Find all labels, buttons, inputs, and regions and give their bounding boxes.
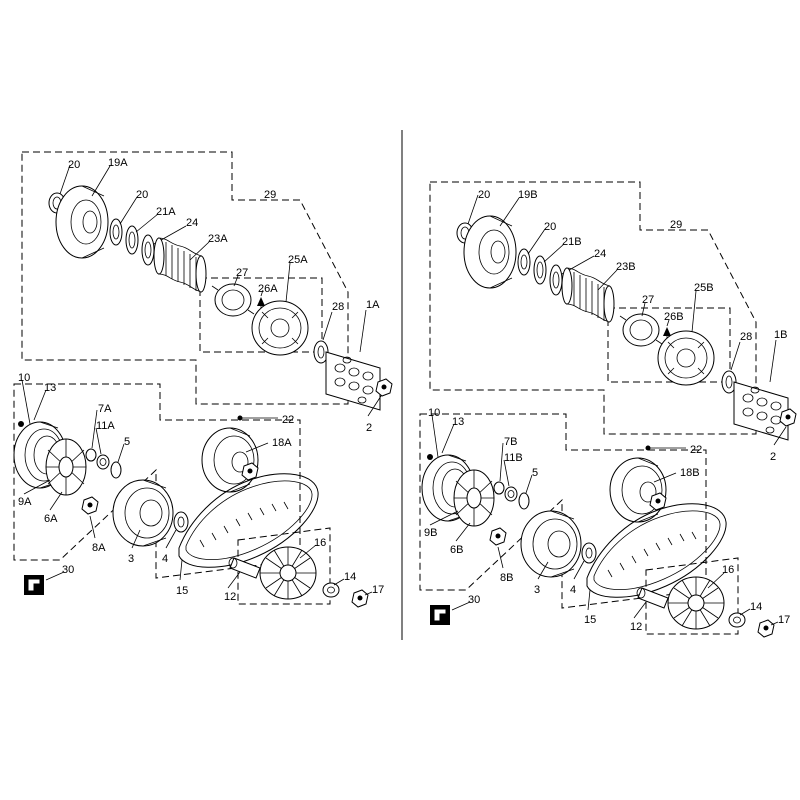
left-part-2-nut — [376, 379, 392, 396]
right-part-27-seal — [623, 314, 659, 346]
left-part-21A-collar — [126, 226, 138, 254]
right-part-20-washer-2 — [518, 249, 530, 275]
label-5-r: 5 — [532, 467, 539, 479]
label-23A: 23A — [208, 233, 228, 245]
right-part-11B — [505, 487, 517, 501]
label-19A: 19A — [108, 157, 128, 169]
left-part-1A-ramp-plate — [326, 352, 380, 410]
label-20b-r: 20 — [544, 221, 557, 233]
label-27: 27 — [236, 267, 249, 279]
label-15-r: 15 — [584, 614, 597, 626]
right-part-8B-nut — [490, 528, 506, 545]
right-part-2-nut — [780, 409, 796, 426]
label-23B: 23B — [616, 261, 636, 273]
right-assembly — [420, 182, 796, 637]
label-1B: 1B — [774, 329, 788, 341]
right-part-1B-ramp-plate — [734, 382, 788, 440]
label-6B: 6B — [450, 544, 464, 556]
label-21A: 21A — [156, 206, 176, 218]
left-part-26A-arrow — [257, 297, 265, 306]
label-6A: 6A — [44, 513, 58, 525]
left-part-5 — [111, 462, 121, 478]
label-28: 28 — [332, 301, 345, 313]
label-13-r: 13 — [452, 416, 465, 428]
label-17: 17 — [372, 584, 385, 596]
label-24-r: 24 — [594, 248, 607, 260]
left-part-6A-clutch-fan — [46, 439, 86, 495]
label-7B: 7B — [504, 436, 518, 448]
right-part-5 — [519, 493, 529, 509]
right-part-26B-arrow — [663, 327, 671, 336]
label-14-r: 14 — [750, 601, 763, 613]
label-4: 4 — [162, 553, 169, 565]
label-9A: 9A — [18, 496, 32, 508]
right-part-13-dot — [427, 454, 433, 460]
left-part-30-tool-icon — [24, 575, 44, 595]
left-part-13-dot — [18, 421, 24, 427]
label-2-r: 2 — [770, 451, 777, 463]
label-17-r: 17 — [778, 614, 791, 626]
label-24: 24 — [186, 217, 199, 229]
right-part-16-ramp-plate — [668, 577, 724, 629]
label-2: 2 — [366, 422, 373, 434]
left-part-20-washer-2 — [110, 219, 122, 245]
right-part-18B-clutch-bell — [610, 458, 666, 522]
left-part-23A-spring — [154, 238, 206, 292]
left-part-22-dot — [238, 416, 243, 421]
left-part-11A — [97, 455, 109, 469]
right-part-24-spacer — [550, 265, 562, 295]
right-part-23B-spring — [562, 268, 614, 322]
label-21B: 21B — [562, 236, 582, 248]
label-12-r: 12 — [630, 621, 643, 633]
label-25B: 25B — [694, 282, 714, 294]
label-26A: 26A — [258, 283, 278, 295]
right-part-22-nut — [650, 493, 666, 510]
label-27-r: 27 — [642, 294, 655, 306]
left-part-25A-movable-face — [252, 301, 308, 355]
label-22-r: 22 — [690, 444, 703, 456]
label-3-r: 3 — [534, 584, 541, 596]
label-12: 12 — [224, 591, 237, 603]
label-14: 14 — [344, 571, 357, 583]
label-7A: 7A — [98, 403, 112, 415]
right-part-7B — [494, 482, 504, 494]
label-29-r: 29 — [670, 219, 683, 231]
label-28-r: 28 — [740, 331, 753, 343]
left-part-4-collar — [174, 512, 188, 532]
left-part-16-ramp-plate — [260, 547, 316, 599]
right-part-25B-movable-face — [658, 331, 714, 385]
left-part-18A-clutch-bell — [202, 428, 258, 492]
label-11B: 11B — [504, 452, 523, 464]
label-19B: 19B — [518, 189, 538, 201]
right-part-4-collar — [582, 543, 596, 563]
right-part-17-nut — [758, 620, 774, 637]
right-part-19B-drive-face — [464, 216, 516, 288]
label-10: 10 — [18, 372, 31, 384]
left-part-3-driven-pulley — [113, 480, 173, 546]
label-20-r: 20 — [478, 189, 491, 201]
label-22: 22 — [282, 414, 295, 426]
left-part-8A-nut — [82, 497, 98, 514]
left-part-17-nut — [352, 590, 368, 607]
right-part-14-washer — [729, 613, 745, 627]
label-20b: 20 — [136, 189, 149, 201]
label-5: 5 — [124, 436, 131, 448]
label-10-r: 10 — [428, 407, 441, 419]
label-8A: 8A — [92, 542, 106, 554]
right-part-6B-clutch-fan — [454, 470, 494, 526]
right-part-22-dot — [646, 446, 651, 451]
label-3: 3 — [128, 553, 135, 565]
label-29: 29 — [264, 189, 277, 201]
label-20: 20 — [68, 159, 81, 171]
left-assembly — [14, 152, 392, 607]
label-1A: 1A — [366, 299, 380, 311]
label-13: 13 — [44, 382, 57, 394]
right-part-30-tool-icon — [430, 605, 450, 625]
left-part-14-washer — [323, 583, 339, 597]
label-9B: 9B — [424, 527, 438, 539]
left-part-7A — [86, 449, 96, 461]
label-11A: 11A — [96, 420, 115, 432]
label-8B: 8B — [500, 572, 514, 584]
right-part-21B-collar — [534, 256, 546, 284]
left-part-27-seal — [215, 284, 251, 316]
label-16-r: 16 — [722, 564, 735, 576]
label-18A: 18A — [272, 437, 292, 449]
label-4-r: 4 — [570, 584, 577, 596]
label-26B: 26B — [664, 311, 684, 323]
right-part-3-driven-pulley — [521, 511, 581, 577]
label-16: 16 — [314, 537, 327, 549]
label-15: 15 — [176, 585, 189, 597]
left-part-22-nut — [242, 463, 258, 480]
label-25A: 25A — [288, 254, 308, 266]
label-30-r: 30 — [468, 594, 481, 606]
label-30: 30 — [62, 564, 75, 576]
label-18B: 18B — [680, 467, 700, 479]
left-part-24-spacer — [142, 235, 154, 265]
left-part-19A-drive-face — [56, 186, 108, 258]
